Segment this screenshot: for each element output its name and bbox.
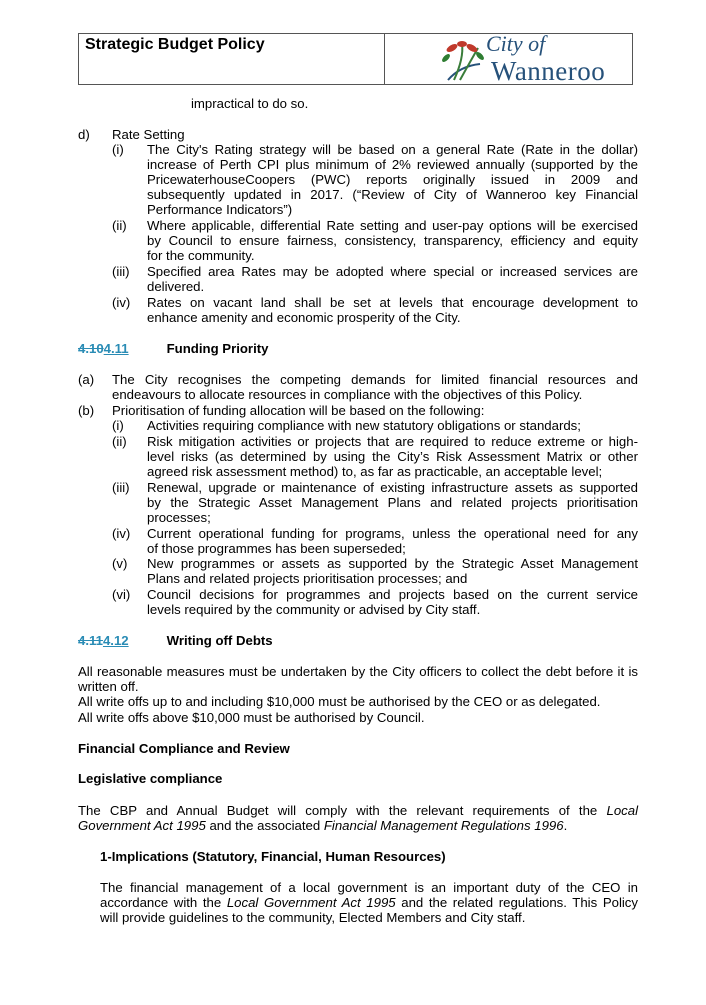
paragraph-line: The City's Rating strategy will be based on a general Rate (Rate in the dollar) [147,142,638,157]
paragraph-line: accordance with the Local Government Act 1995 and the related regulations. This Policy [100,895,638,910]
paragraph-line: Plans and related projects prioritisation processes; and [147,571,468,586]
paragraph-line: Current operational funding for programs, unless the operational need for any [147,526,638,541]
list-marker: (i) [112,142,124,157]
deleted-section-number: 4.10 [78,341,104,356]
paragraph-line: Specified area Rates may be adopted where special or increased services are [147,264,638,279]
list-marker: (a) [78,372,95,387]
list-marker: d) [78,127,90,142]
paragraph-line: Government Act 1995 and the associated Financial Management Regulations 1996. [78,818,568,833]
list-marker: (iv) [112,295,131,310]
list-marker: (ii) [112,218,127,233]
paragraph-line: Renewal, upgrade or maintenance of existing infrastructure assets as supported [147,480,638,495]
paragraph-line: subsequently updated in 2017. (“Review of City of Wanneroo key Financial [147,187,638,202]
list-marker: (iii) [112,480,130,495]
list-marker: (b) [78,403,95,418]
paragraph-line: Council decisions for programmes and projects based on the current service [147,587,638,602]
list-marker: (i) [112,418,124,433]
paragraph-line: endeavours to allocate resources in compliance with the objectives of this Policy. [112,387,583,402]
paragraph-line: Risk mitigation activities or projects that are required to reduce extreme or high- [147,434,638,449]
section-heading-writing-off-debts [78,633,273,648]
logo-city-text: City of [486,31,546,56]
paragraph-line: agreed risk assessment method) to, as far as practicable, an acceptable level; [147,464,603,479]
paragraph-line: will provide guidelines to the community, Elected Members and City staff. [100,910,526,925]
list-marker: (vi) [112,587,131,602]
list-marker: (v) [112,556,128,571]
paragraph-line: impractical to do so. [191,96,309,111]
paragraph-line: Prioritisation of funding allocation will be based on the following: [112,403,485,418]
paragraph-line: level risks (as determined by using the City’s Risk Assessment Matrix or other [147,449,638,464]
paragraph-line: increase of Perth CPI plus minimum of 2% reviewed annually (supported by the [147,157,638,172]
section-heading-funding-priority [78,341,268,356]
inserted-section-number: 4.11 [103,341,129,356]
list-marker: (iii) [112,264,130,279]
paragraph-line: delivered. [147,279,205,294]
deleted-section-number: 4.11 [78,633,103,648]
paragraph-line: by Council to ensure fairness, consistency, transparency, efficiency and equity [147,233,638,248]
list-marker: (ii) [112,434,127,449]
list-item-heading: Rate Setting [112,127,185,142]
paragraph-line: The City recognises the competing demands for limited financial resources and [112,372,638,387]
section-title: Funding Priority [166,341,269,356]
paragraph-line: Performance Indicators”) [147,202,293,217]
paragraph-line: The CBP and Annual Budget will comply with the relevant requirements of the Local [78,803,639,818]
paragraph-line: Rates on vacant land shall be set at levels that encourage development to [147,295,638,310]
paragraph-line: of those programmes has been superseded; [147,541,406,556]
document-title: Strategic Budget Policy [79,34,385,84]
heading-financial-compliance: Financial Compliance and Review [78,741,290,756]
paragraph-line: by the Strategic Asset Management Plans and related projects prioritisation [147,495,638,510]
section-title: Writing off Debts [166,633,273,648]
logo-name-text: Wanneroo [491,56,606,86]
list-marker: (iv) [112,526,131,541]
paragraph-line: enhance amenity and economic prosperity of the City. [147,310,461,325]
paragraph-line: All write offs above $10,000 must be authorised by Council. [78,710,425,725]
heading-legislative-compliance: Legislative compliance [78,771,223,786]
paragraph-line: PricewaterhouseCoopers (PWC) reports originally issued in 2009 and [147,172,638,187]
paragraph-line: Activities requiring compliance with new statutory obligations or standards; [147,418,581,433]
paragraph-line: The financial management of a local government is an important duty of the CEO in [100,880,638,895]
kangaroo-paw-logo-icon [440,36,486,82]
paragraph-line: processes; [147,510,211,525]
paragraph-line: All reasonable measures must be undertaken by the City officers to collect the debt before it is [78,664,638,679]
paragraph-line: levels required by the community or advised by City staff. [147,602,481,617]
inserted-section-number: 4.12 [102,633,129,648]
paragraph-line: Where applicable, differential Rate setting and user-pay options will be exercised [147,218,638,233]
paragraph-line: All write offs up to and including $10,000 must be authorised by the CEO or as delegated. [78,694,601,709]
paragraph-line: New programmes or assets as supported by the Strategic Asset Management [147,556,638,571]
paragraph-line: written off. [78,679,139,694]
heading-implications: 1-Implications (Statutory, Financial, Human Resources) [100,849,446,864]
paragraph-line: for the community. [147,248,255,263]
